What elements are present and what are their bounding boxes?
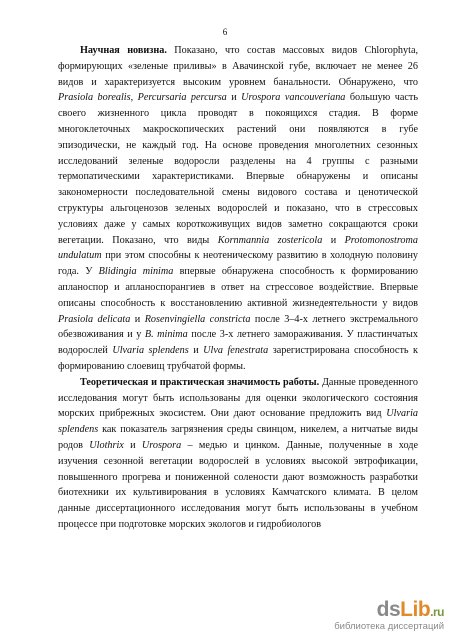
text-segment: и (226, 92, 242, 104)
significance-heading: Теоретическая и практическая значимость работы. (80, 376, 320, 388)
species-name: Prasiola delicata (58, 313, 131, 325)
text-segment: зарегистрирована способность к формированию слоевищ трубчатой формы. (58, 345, 418, 372)
species-name: Ulva fenestrata (203, 345, 269, 357)
page-number: 6 (222, 27, 228, 37)
text-segment: Показано, что состав массовых видов Chlorophyta, формирующих «зеленые приливы» в Авачинской губе, включает не менее 26 видов и характеризуется высоким уровнем банальности. Обнаружено, что (58, 45, 419, 88)
text-segment: , (130, 92, 138, 104)
text-segment: и (123, 439, 142, 451)
species-name: Kornmannia zostericola (217, 234, 323, 246)
species-name: Ulvaria splendens (58, 408, 418, 436)
genus-name: Urospora (141, 439, 182, 451)
novelty-paragraph (58, 43, 418, 375)
dslib-logo: dsLib.ru (376, 598, 444, 621)
text-segment: Данные проведенного исследования могут быть использованы для оценки экологического состояния морских прибрежных экосистем. Они дают основание предложить вид (58, 376, 418, 420)
text-segment: и (130, 313, 145, 325)
text-segment: и (322, 234, 345, 246)
species-name: Urospora vancouveriana (241, 92, 346, 104)
species-name: Protomonostroma undulatum (58, 234, 418, 262)
text-segment: – медью и цинком. Данные, полученные в ходе изучения сезонной вегетации водорослей в условиях высокой эвтрофикации, повышенного прогрева и пониженной солености дают возможность разработки биотехники их культивирования в условиях Камчатского климата. В целом данные диссертационного исследования могут быть использованы в учебном процессе при подготовке морских экологов и гидробиологов (58, 439, 418, 530)
text-segment: после 3–4-х летнего экстремального обезвоживания и у (58, 313, 419, 341)
document-body (58, 43, 418, 533)
text-segment: впервые обнаружена способность к формированию апланоспор и апланоспорангиев в ответ на стрессовое воздействие. Впервые описаны способность к восстановлению активной жизнедеятельности у видов (58, 266, 418, 309)
dslib-watermark (324, 599, 444, 633)
text-segment: после 3-х летнего замораживания. У пластинчатых водорослей (58, 329, 418, 357)
species-name: Blidingia minima (98, 266, 174, 278)
species-name: Prasiola borealis (58, 92, 131, 104)
species-name: Rosenvingiella constricta (144, 313, 251, 325)
text-segment: большую часть своего жизненного цикла проводят в покоящихся стадия. В форме многоклеточных макроскопических растений они появляются в губе эпизодически, не каждый год. На основе проведения многолетних сезонных исследований зеленые водоросли разделены на 4 группы с разными термопатическими характеристиками. Впервые обнаружены и описаны закономерности последовательной смены видового состава и ценотической структуры альгоценозов зеленых водорослей и показано, что в стрессовых условиях даже у самых короткоживущих видов заметно сокращаются сроки вегетации. Показано, что виды (58, 92, 419, 246)
genus-name: Ulothrix (89, 439, 124, 451)
significance-paragraph (58, 375, 418, 533)
text-segment: как показатель загрязнения среды свинцом, никелем, а нитчатые виды родов (58, 424, 418, 451)
text-segment: и (188, 345, 204, 357)
species-name: Percursaria percursa (137, 92, 227, 104)
text-segment: при этом способны к неотеническому развитию в холодную половину года. У (58, 250, 418, 278)
species-name: B. minima (144, 329, 188, 341)
species-name: Ulvaria splendens (112, 345, 189, 357)
novelty-heading: Научная новизна. (80, 45, 167, 56)
watermark-tagline: библиотека диссертаций (334, 621, 444, 632)
